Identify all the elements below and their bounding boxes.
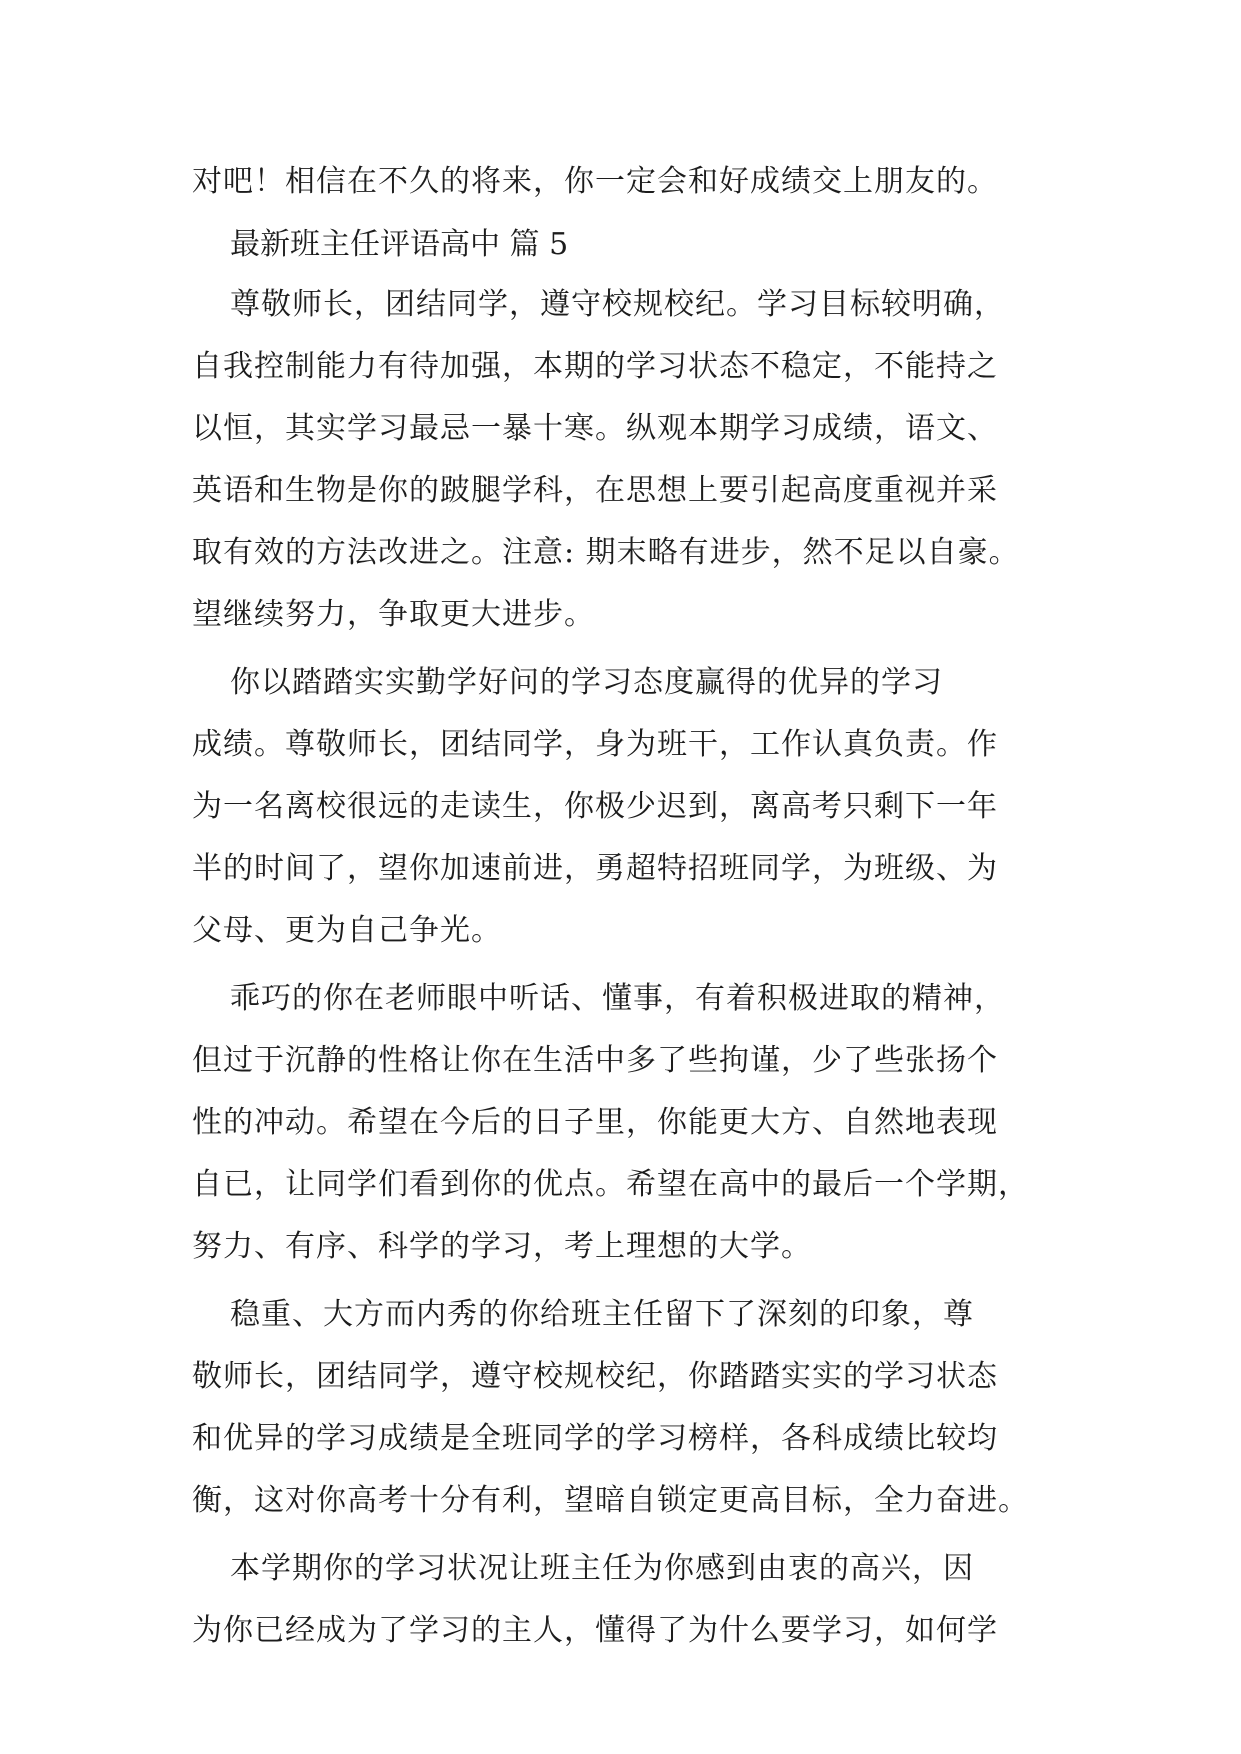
paragraph-line: 尊敬师长，团结同学，遵守校规校纪。学习目标较明确，	[230, 287, 1005, 322]
section-heading: 最新班主任评语高中 篇 5	[230, 227, 569, 262]
paragraph-line: 英语和生物是你的跛腿学科，在思想上要引起高度重视并采	[192, 473, 998, 508]
paragraph-line: 努力、有序、科学的学习，考上理想的大学。	[192, 1229, 812, 1264]
paragraph-line: 你以踏踏实实勤学好问的学习态度赢得的优异的学习	[230, 665, 943, 700]
paragraph-line: 为一名离校很远的走读生，你极少迟到，离高考只剩下一年	[192, 789, 998, 824]
paragraph-line: 衡，这对你高考十分有利，望暗自锁定更高目标，全力奋进。	[192, 1483, 1029, 1518]
paragraph-line: 为你已经成为了学习的主人，懂得了为什么要学习，如何学	[192, 1613, 998, 1648]
paragraph-line: 半的时间了，望你加速前进，勇超特招班同学，为班级、为	[192, 851, 998, 886]
paragraph-line: 本学期你的学习状况让班主任为你感到由衷的高兴，因	[230, 1551, 974, 1586]
paragraph-line: 自已，让同学们看到你的优点。希望在高中的最后一个学期，	[192, 1167, 1029, 1202]
paragraph-line: 乖巧的你在老师眼中听话、懂事，有着积极进取的精神，	[230, 981, 1005, 1016]
paragraph-line: 成绩。尊敬师长，团结同学，身为班干，工作认真负责。作	[192, 727, 998, 762]
paragraph-line: 自我控制能力有待加强，本期的学习状态不稳定，不能持之	[192, 349, 998, 384]
paragraph-line: 父母、更为自己争光。	[192, 913, 502, 948]
paragraph-line: 和优异的学习成绩是全班同学的学习榜样，各科成绩比较均	[192, 1421, 998, 1456]
paragraph-line: 取有效的方法改进之。注意: 期末略有进步，然不足以自豪。	[192, 535, 1020, 570]
intro-line: 对吧！相信在不久的将来，你一定会和好成绩交上朋友的。	[192, 164, 998, 199]
paragraph-line: 稳重、大方而内秀的你给班主任留下了深刻的印象，尊	[230, 1297, 974, 1332]
paragraph-line: 性的冲动。希望在今后的日子里，你能更大方、自然地表现	[192, 1105, 998, 1140]
paragraph-line: 望继续努力，争取更大进步。	[192, 597, 595, 632]
paragraph-line: 但过于沉静的性格让你在生活中多了些拘谨，少了些张扬个	[192, 1043, 998, 1078]
paragraph-line: 以恒，其实学习最忌一暴十寒。纵观本期学习成绩，语文、	[192, 411, 998, 446]
paragraph-line: 敬师长，团结同学，遵守校规校纪，你踏踏实实的学习状态	[192, 1359, 998, 1394]
